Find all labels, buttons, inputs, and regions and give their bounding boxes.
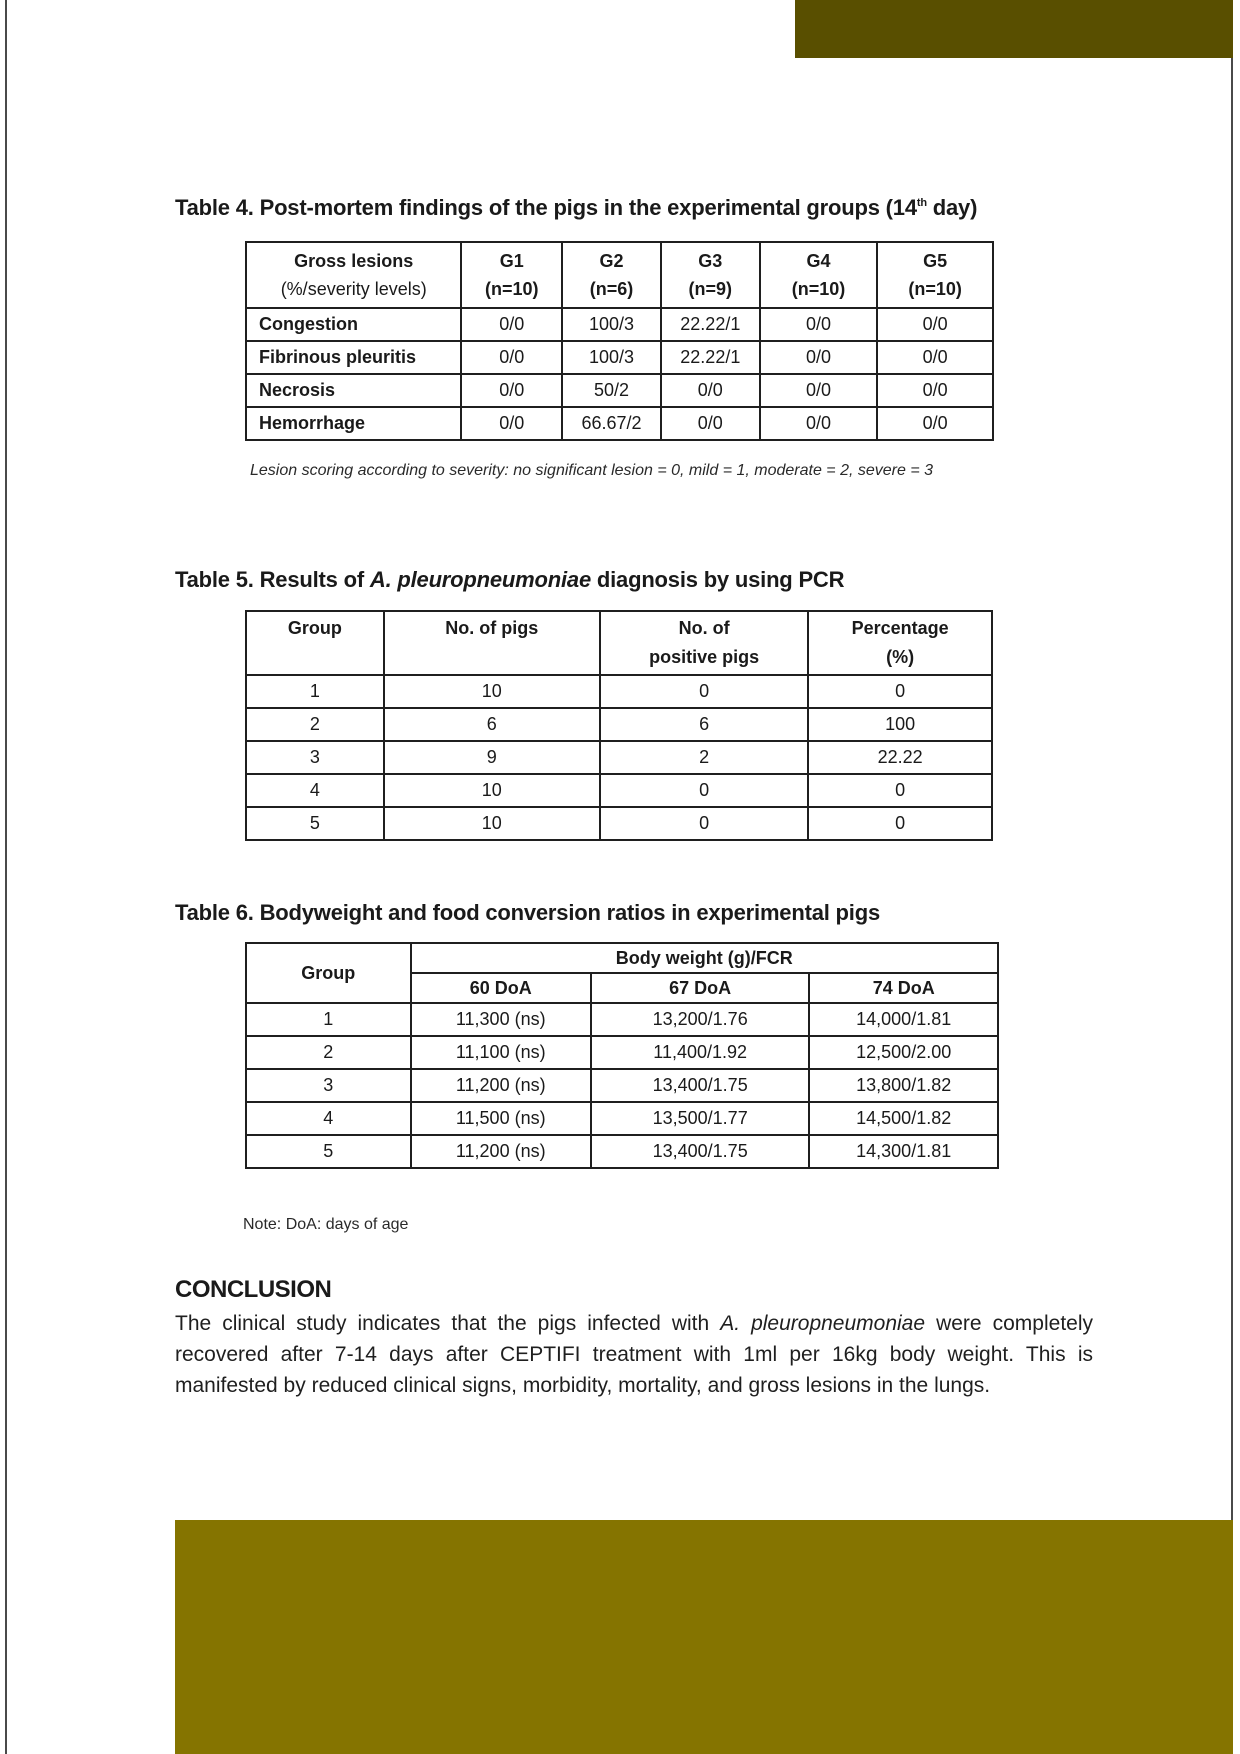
cell: 1 [246,675,384,708]
cell: 0/0 [461,341,562,374]
cell: 0/0 [461,407,562,440]
group-n: (n=10) [791,279,846,299]
table6-header-group: Group [246,943,411,1003]
table4-post-mortem [245,241,994,441]
cell: 0/0 [461,374,562,407]
table-row [246,741,992,774]
cell: 5 [246,1135,411,1168]
table-row [246,708,992,741]
conclusion-text-end: were completely recovered after 7-14 days after CEPTIFI treatment with 1ml per 16kg body weight. This is manifested by reduced clinical signs, morbidity, mortality, and gross lesions in the lungs. [175,1312,1093,1397]
conclusion-heading: CONCLUSION [175,1276,332,1303]
cell: 0/0 [760,407,878,440]
footer-color-bar [175,1520,1233,1754]
header-line: positive pigs [649,647,760,667]
cell: 22.22/1 [661,341,760,374]
cell: 4 [246,1102,411,1135]
cell: 3 [246,1069,411,1102]
header-color-bar [795,0,1233,58]
table4-header-g4 [760,242,878,308]
cell: 13,400/1.75 [591,1069,809,1102]
table5-header-percentage [808,611,992,675]
table5-header-pigs [384,611,600,675]
page-border-right [1231,58,1233,1754]
group-n: (n=9) [688,279,733,299]
cell: 0 [600,807,808,840]
table4-footnote: Lesion scoring according to severity: no significant lesion = 0, mild = 1, moderate = 2, severe = 3 [250,462,934,479]
cell: 14,000/1.81 [809,1003,998,1036]
table4-header-g5 [877,242,993,308]
cell: 66.67/2 [562,407,661,440]
cell: 0 [808,675,992,708]
conclusion-species: A. pleuropneumoniae [720,1312,926,1335]
conclusion-text: The clinical study indicates that the pigs infected with [175,1312,721,1335]
cell: 11,100 (ns) [411,1036,591,1069]
table6-header-67doa: 67 DoA [591,973,809,1003]
table5-pcr-results [245,610,993,841]
table-row [246,1003,998,1036]
cell: 22.22 [808,741,992,774]
table6-title: Table 6. Bodyweight and food conversion ratios in experimental pigs [175,900,880,925]
row-label: Necrosis [246,374,461,407]
header-line: Percentage [851,618,949,638]
table5-header-row [246,611,992,675]
table6-header-60doa: 60 DoA [411,973,591,1003]
cell: 2 [246,1036,411,1069]
cell: 0/0 [760,374,878,407]
table5-title-species: A. pleuropneumoniae [369,567,591,592]
cell: 0/0 [760,308,878,341]
cell: 0/0 [661,374,760,407]
cell: 11,400/1.92 [591,1036,809,1069]
header-line: No. of pigs [445,618,539,638]
table5-title-text: Table 5. Results of [175,567,370,592]
group-name: G4 [806,251,831,271]
cell: 4 [246,774,384,807]
cell: 0/0 [877,374,993,407]
table6-bodyweight-fcr [245,942,999,1169]
header-label: Gross lesions [294,251,414,271]
cell: 3 [246,741,384,774]
table6-footnote: Note: DoA: days of age [243,1216,409,1233]
table-row [246,1069,998,1102]
table4-header-g2 [562,242,661,308]
cell: 12,500/2.00 [809,1036,998,1069]
header-line: Group [287,618,342,638]
table-row [246,308,993,341]
cell: 10 [384,774,600,807]
cell: 9 [384,741,600,774]
table-row [246,807,992,840]
table-row [246,341,993,374]
cell: 0/0 [877,308,993,341]
cell: 6 [384,708,600,741]
table6-header-74doa: 74 DoA [809,973,998,1003]
header-line: (%) [886,647,915,667]
row-label: Hemorrhage [246,407,461,440]
table-row [246,1036,998,1069]
cell: 13,400/1.75 [591,1135,809,1168]
table-row [246,1135,998,1168]
cell: 2 [246,708,384,741]
group-n: (n=6) [589,279,634,299]
table4-title [175,195,977,221]
table6-header-bodyweight: Body weight (g)/FCR [411,943,999,973]
cell: 0 [808,774,992,807]
cell: 5 [246,807,384,840]
group-name: G2 [599,251,624,271]
table-row [246,774,992,807]
cell: 14,300/1.81 [809,1135,998,1168]
header-line: No. of [678,618,730,638]
cell: 0 [600,774,808,807]
cell: 14,500/1.82 [809,1102,998,1135]
header-sublabel: (%/severity levels) [280,279,427,299]
cell: 13,500/1.77 [591,1102,809,1135]
cell: 11,300 (ns) [411,1003,591,1036]
table4-header-lesion [246,242,461,308]
table4-title-text: Table 4. Post-mortem findings of the pigs in the experimental groups (14 [175,195,917,220]
cell: 100/3 [562,308,661,341]
table-row [246,675,992,708]
table-row [246,407,993,440]
table-row [246,1102,998,1135]
cell: 0/0 [661,407,760,440]
cell: 0 [600,675,808,708]
cell: 0/0 [877,407,993,440]
table6-header-row-1 [246,943,998,973]
cell: 2 [600,741,808,774]
cell: 11,500 (ns) [411,1102,591,1135]
cell: 0 [808,807,992,840]
table4-header-g3 [661,242,760,308]
table4-header-g1 [461,242,562,308]
group-name: G3 [698,251,723,271]
group-n: (n=10) [485,279,539,299]
cell: 10 [384,807,600,840]
table5-header-group [246,611,384,675]
table4-header-row [246,242,993,308]
cell: 11,200 (ns) [411,1135,591,1168]
row-label: Congestion [246,308,461,341]
cell: 0/0 [760,341,878,374]
cell: 100/3 [562,341,661,374]
cell: 11,200 (ns) [411,1069,591,1102]
cell: 13,200/1.76 [591,1003,809,1036]
table5-title [175,567,844,593]
table4-title-superscript: th [916,197,927,209]
table-row [246,374,993,407]
cell: 0/0 [877,341,993,374]
cell: 10 [384,675,600,708]
table4-title-end: day) [926,195,978,220]
cell: 22.22/1 [661,308,760,341]
cell: 0/0 [461,308,562,341]
table5-header-positive [600,611,808,675]
cell: 100 [808,708,992,741]
conclusion-paragraph [175,1308,1093,1401]
group-name: G1 [499,251,524,271]
group-n: (n=10) [908,279,962,299]
cell: 50/2 [562,374,661,407]
table5-title-end: diagnosis by using PCR [590,567,845,592]
cell: 6 [600,708,808,741]
group-name: G5 [923,251,948,271]
cell: 13,800/1.82 [809,1069,998,1102]
row-label: Fibrinous pleuritis [246,341,461,374]
cell: 1 [246,1003,411,1036]
page-border-left [5,0,7,1754]
